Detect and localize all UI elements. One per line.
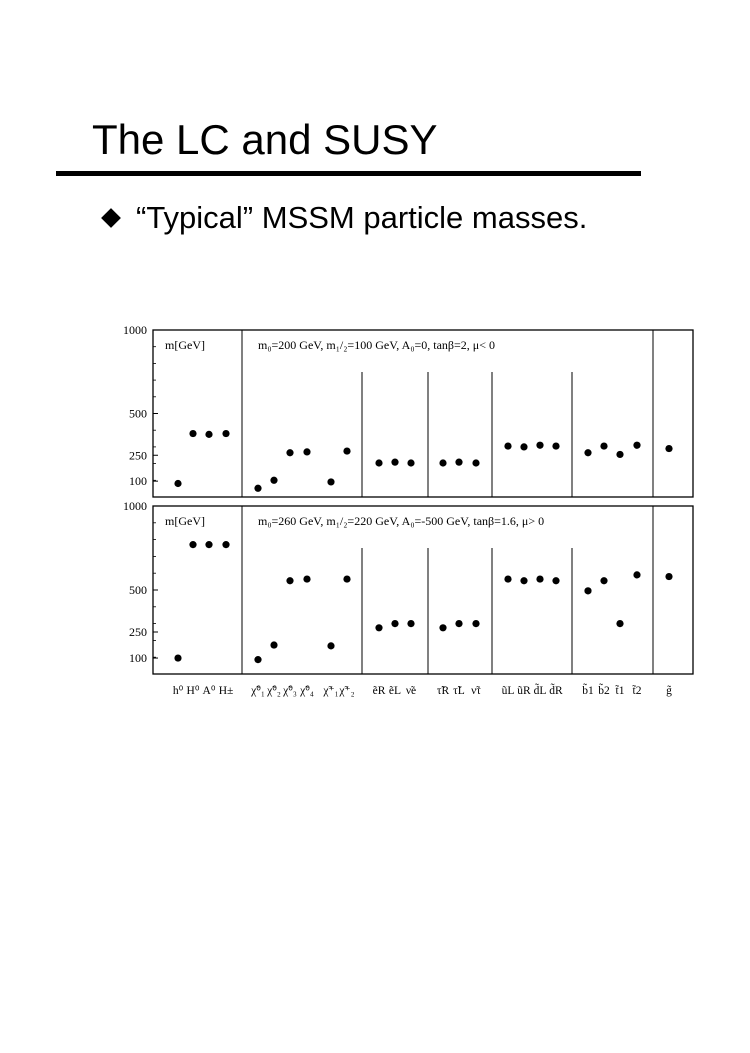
x-category-label: τ̃L [453, 685, 465, 697]
y-tick-label: 1000 [123, 323, 147, 337]
mass-point-19 [536, 442, 543, 449]
mass-point-7 [286, 449, 293, 456]
y-tick-label: 100 [129, 651, 147, 666]
x-category-label: b̃1 [582, 685, 594, 697]
mass-point-17 [504, 575, 511, 582]
x-category-label: ẽR [372, 685, 386, 697]
mass-point-20 [552, 577, 559, 584]
mass-point-25 [665, 445, 672, 452]
x-category-label: g̃ [666, 685, 672, 697]
y-axis-label: m[GeV] [165, 514, 205, 528]
x-category-label: t̃1 [615, 685, 625, 697]
mass-point-8 [303, 448, 310, 455]
mass-point-9 [327, 642, 334, 649]
y-tick-label: 250 [129, 625, 147, 639]
parameter-annotation: m₀=200 GeV, m₁/₂=100 GeV, A₀=0, tanβ=2, μ< 0 [258, 338, 495, 352]
x-category-label: τ̃R [436, 685, 450, 697]
x-category-label: t̃2 [632, 685, 642, 697]
y-tick-label: 1000 [123, 499, 147, 513]
mass-point-21 [584, 449, 591, 456]
mass-point-6 [270, 477, 277, 484]
mass-point-2 [189, 541, 196, 548]
x-category-label: ũR [517, 685, 531, 697]
mass-point-22 [600, 442, 607, 449]
mass-point-17 [504, 442, 511, 449]
mass-point-15 [455, 459, 462, 466]
mass-point-4 [222, 541, 229, 548]
mass-point-13 [407, 459, 414, 466]
bullet-text: “Typical” MSSM particle masses. [136, 200, 588, 235]
mass-point-16 [472, 620, 479, 627]
mass-point-1 [174, 654, 181, 661]
mass-point-1 [174, 480, 181, 487]
x-category-label: χ̃⁰₃ [283, 685, 297, 697]
mass-point-12 [391, 620, 398, 627]
mass-point-3 [205, 541, 212, 548]
mass-point-25 [665, 573, 672, 580]
mass-point-23 [616, 620, 623, 627]
panel-frame [153, 506, 693, 674]
mass-point-23 [616, 451, 623, 458]
mass-point-12 [391, 459, 398, 466]
x-category-label: ũL [501, 685, 515, 697]
mass-point-3 [205, 431, 212, 438]
mass-point-24 [633, 442, 640, 449]
x-category-label: χ̃⁰₂ [267, 685, 281, 697]
mass-point-6 [270, 641, 277, 648]
mass-point-5 [254, 485, 261, 492]
x-category-label: ν̃e [405, 685, 417, 697]
mass-point-11 [375, 459, 382, 466]
x-category-label: b̃2 [598, 685, 610, 697]
y-tick-label: 500 [129, 583, 147, 597]
mass-point-14 [439, 459, 446, 466]
y-tick-label: 500 [129, 406, 147, 421]
x-category-label: H⁰ [186, 685, 200, 697]
mass-point-21 [584, 587, 591, 594]
mass-point-4 [222, 430, 229, 437]
mass-point-15 [455, 620, 462, 627]
mass-point-13 [407, 620, 414, 627]
x-category-label: χ̃⁰₄ [300, 685, 314, 697]
mass-point-18 [520, 443, 527, 450]
mass-point-10 [343, 447, 350, 454]
y-axis-label: m[GeV] [165, 338, 205, 352]
mass-point-14 [439, 624, 446, 631]
x-category-label: ẽL [388, 685, 402, 697]
x-category-label: H± [218, 685, 234, 697]
mass-point-10 [343, 575, 350, 582]
mass-point-20 [552, 442, 559, 449]
x-category-label: χ̃⁺₁ [323, 685, 339, 697]
mass-point-19 [536, 575, 543, 582]
x-category-label: h⁰ [172, 685, 184, 697]
x-category-label: χ̃⁰₁ [251, 685, 265, 697]
y-tick-label: 250 [129, 448, 147, 463]
panel-frame [153, 330, 693, 497]
mass-point-8 [303, 575, 310, 582]
mass-point-24 [633, 571, 640, 578]
mass-point-22 [600, 577, 607, 584]
mass-point-16 [472, 459, 479, 466]
mass-point-7 [286, 577, 293, 584]
x-category-label: χ̃⁺₂ [339, 685, 355, 697]
y-tick-label: 100 [129, 474, 147, 489]
mass-point-18 [520, 577, 527, 584]
mass-point-11 [375, 624, 382, 631]
mass-point-9 [327, 478, 334, 485]
mass-point-2 [189, 430, 196, 437]
x-category-label: A⁰ [202, 685, 216, 697]
slide-title: The LC and SUSY [92, 116, 438, 163]
x-category-label: ν̃τ [471, 685, 481, 697]
x-category-label: d̃R [549, 685, 563, 697]
mass-point-5 [254, 656, 261, 663]
x-category-label: d̃L [533, 685, 547, 697]
parameter-annotation: m₀=260 GeV, m₁/₂=220 GeV, A₀=-500 GeV, tanβ=1.6, μ> 0 [258, 514, 545, 528]
